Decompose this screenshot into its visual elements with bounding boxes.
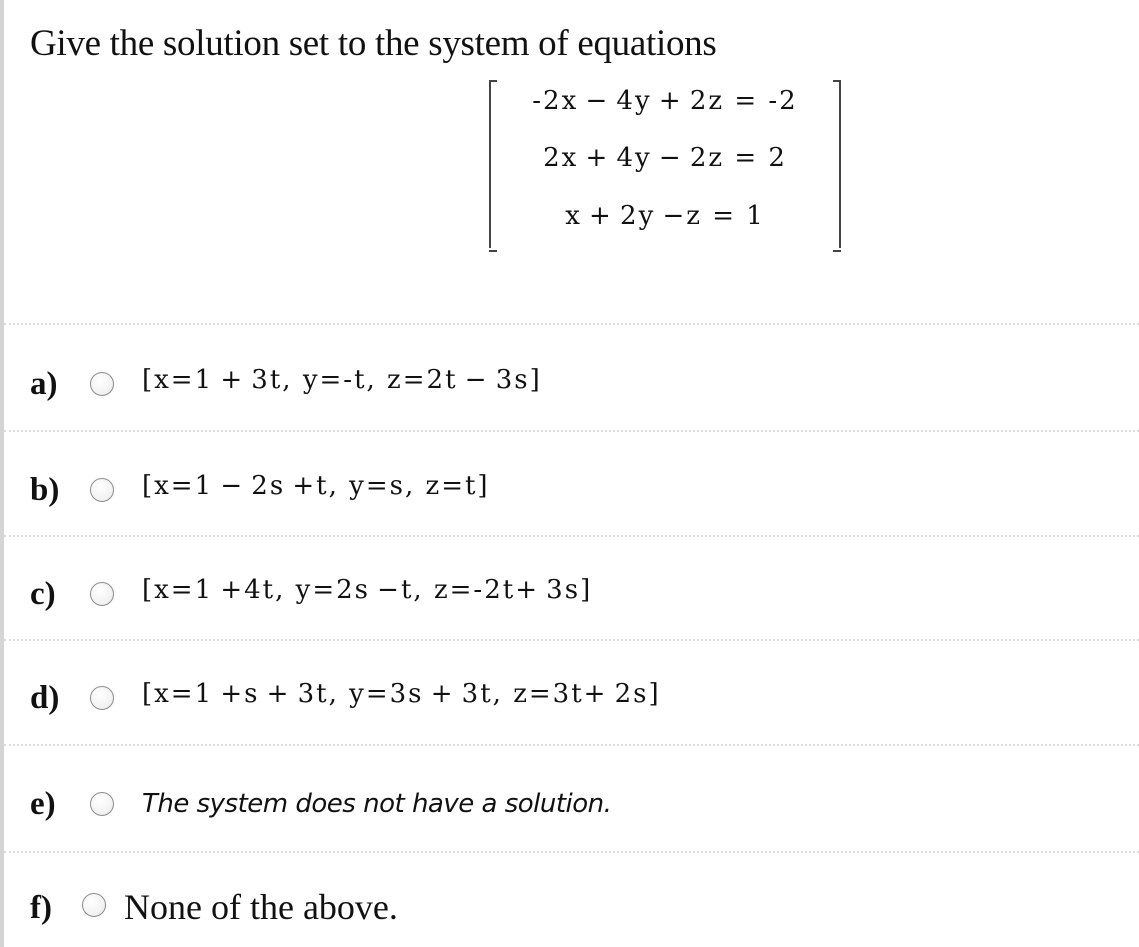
option-a[interactable]	[30, 352, 1130, 412]
option-e-radio[interactable]	[90, 792, 114, 816]
option-a-letter: a)	[30, 366, 58, 402]
option-e[interactable]	[30, 772, 1130, 832]
option-b-letter: b)	[30, 472, 60, 508]
option-d-letter: d)	[30, 680, 60, 716]
page-left-border	[0, 0, 4, 947]
option-d-text: [x=1 +s + 3t, y=3s + 3t, z=3t+ 2s]	[142, 679, 661, 709]
divider	[4, 535, 1139, 537]
option-b[interactable]	[30, 458, 1130, 518]
option-e-letter: e)	[30, 786, 56, 822]
option-f-radio[interactable]	[82, 893, 106, 917]
divider	[4, 744, 1139, 746]
option-e-text: The system does not have a solution.	[142, 789, 612, 819]
equation-system-bracket	[489, 80, 841, 248]
option-c[interactable]	[30, 562, 1130, 622]
option-b-text: [x=1 − 2s +t, y=s, z=t]	[142, 471, 490, 501]
option-a-radio[interactable]	[90, 372, 114, 396]
option-c-letter: c)	[30, 576, 56, 612]
equation-2: 2x + 4y − 2z = 2	[543, 143, 787, 173]
option-b-radio[interactable]	[90, 478, 114, 502]
equation-3: x + 2y −z = 1	[565, 201, 765, 231]
option-d[interactable]	[30, 666, 1130, 726]
option-f-letter: f)	[30, 890, 52, 926]
divider	[4, 323, 1139, 325]
option-f-text: None of the above.	[124, 887, 398, 927]
option-c-text: [x=1 +4t, y=2s −t, z=-2t+ 3s]	[142, 575, 593, 605]
equation-1: -2x − 4y + 2z = -2	[532, 86, 798, 116]
question-text: Give the solution set to the system of equations	[30, 23, 717, 64]
option-c-radio[interactable]	[90, 582, 114, 606]
divider	[4, 639, 1139, 641]
option-a-text: [x=1 + 3t, y=-t, z=2t − 3s]	[142, 365, 542, 395]
option-d-radio[interactable]	[90, 686, 114, 710]
divider	[4, 430, 1139, 432]
divider	[4, 851, 1139, 853]
option-f[interactable]	[30, 874, 1130, 934]
